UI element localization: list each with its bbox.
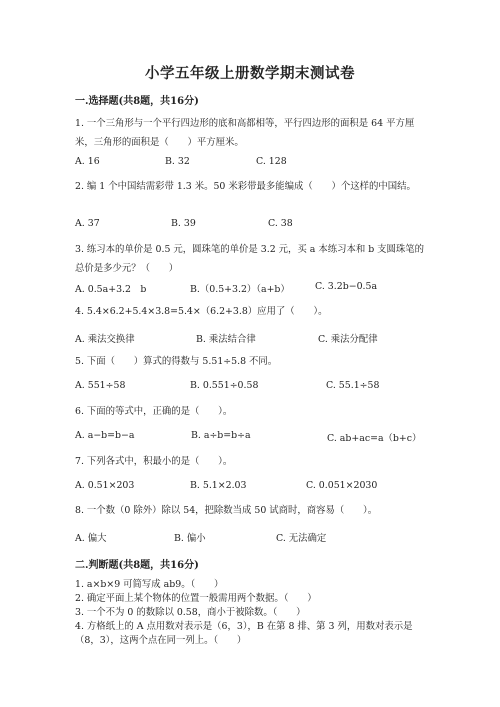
options-row (75, 430, 427, 444)
options-row (75, 530, 427, 544)
option-c: C. 55.1÷58 (326, 380, 380, 391)
option-c: C. 38 (268, 218, 293, 229)
option-a: A. 乘法交换律 (75, 334, 135, 345)
option-c: C. 128 (256, 156, 287, 167)
judgment-item: 4. 方格纸上的 A 点用数对表示是（6，3），B 在第 8 排、第 3 列，用数对表示是（8，3），这两个点在同一列上。（ ） (75, 621, 413, 646)
question-stem: 1. 一个三角形与一个平行四边形的底和高都相等，平行四边形的面积是 64 平方厘米，三角形的面积是（ ）平方厘米。 (75, 118, 415, 148)
option-a: A. 16 (75, 156, 100, 167)
option-a: A. 0.5a+3.2 b (75, 284, 147, 295)
page-title: 小学五年级上册数学期末测试卷 (145, 65, 355, 82)
option-c: C. ab+ac=a（b+c） (327, 433, 422, 444)
judgment-item: 2. 确定平面上某个物体的位置一般需用两个数据。（ ） (75, 593, 317, 604)
judgment-item: 3. 一个不为 0 的数除以 0.58，商小于被除数。（ ） (75, 607, 306, 618)
option-a: A. 0.51×203 (75, 480, 135, 491)
option-b: B. 39 (171, 218, 196, 229)
judgment-item: 1. a×b×9 可简写成 ab9。（ ） (75, 579, 224, 590)
options-row (75, 156, 427, 170)
options-row (75, 331, 427, 345)
options-row (75, 218, 427, 232)
option-b: B. 偏小 (174, 533, 206, 544)
options-row (75, 380, 427, 394)
question-stem: 7. 下列各式中，积最小的是（ ）。 (75, 456, 233, 467)
options-row (75, 480, 427, 494)
option-c: C. 无法确定 (276, 533, 327, 544)
question-stem: 3. 练习本的单价是 0.5 元，圆珠笔的单价是 3.2 元，买 a 本练习本和 b 支圆珠笔的总价是多少元？（ ） (75, 244, 425, 274)
options-row (75, 281, 427, 295)
option-a: A. 37 (75, 218, 100, 229)
option-b: B. 0.551÷0.58 (190, 380, 259, 391)
option-c: C. 0.051×2030 (306, 480, 378, 491)
option-c: C. 乘法分配律 (318, 334, 378, 345)
option-a: A. 偏大 (75, 533, 107, 544)
option-a: A. a−b=b−a (75, 430, 135, 441)
option-c: C. 3.2b−0.5a (315, 281, 378, 292)
question-stem: 4. 5.4×6.2+5.4×3.8=5.4×（6.2+3.8）应用了（ ）。 (75, 306, 328, 317)
option-b: B. 5.1×2.03 (190, 480, 247, 491)
option-b: B. 32 (165, 156, 190, 167)
question-stem: 8. 一个数（0 除外）除以 54，把除数当成 50 试商时，商容易（ ）。 (75, 505, 378, 516)
question-stem: 2. 编 1 个中国结需彩带 1.3 米。50 米彩带最多能编成（ ）个这样的中国结。 (75, 181, 416, 192)
option-a: A. 551÷58 (75, 380, 126, 391)
section-heading-choice: 一.选择题(共8题，共16分) (75, 96, 199, 107)
option-b: B. a÷b=b÷a (191, 430, 251, 441)
option-b: B. 乘法结合律 (196, 334, 256, 345)
option-b: B.（0.5+3.2）（a+b） (190, 284, 290, 295)
question-stem: 6. 下面的等式中，正确的是（ ）。 (75, 406, 233, 417)
section-heading-judgment: 二.判断题(共8题，共16分) (75, 560, 199, 571)
question-stem: 5. 下面（ ）算式的得数与 5.51÷5.8 不同。 (75, 356, 278, 367)
